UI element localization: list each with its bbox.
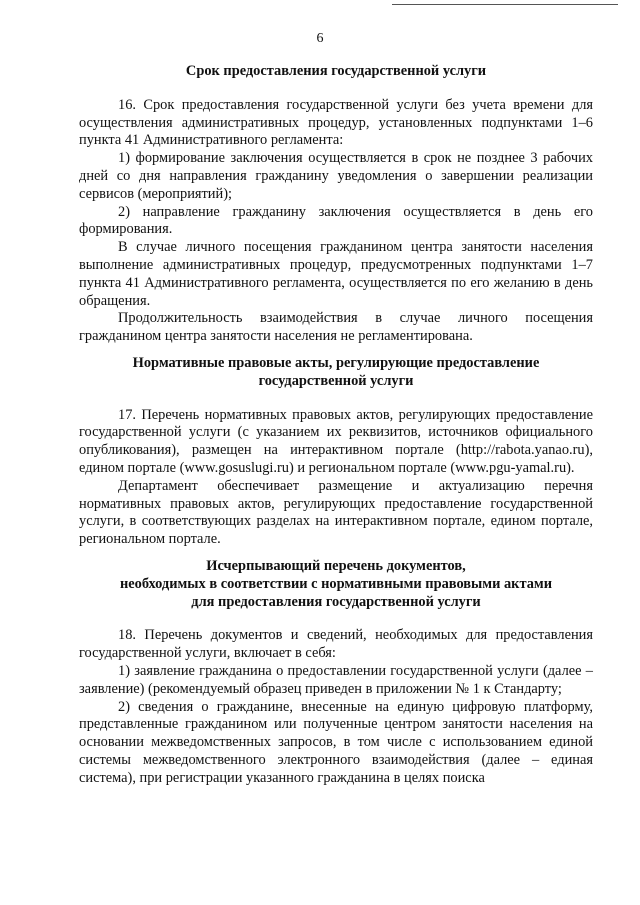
section-heading-legal-acts bbox=[79, 355, 593, 391]
section-heading-documents-line-3: для предоставления государственной услуги bbox=[191, 593, 481, 610]
paragraph-16-item-1: 1) формирование заключения осуществляется в срок не позднее 3 рабочих дней со дня направления гражданину уведомления о завершении реализации сервисов (мероприятий); bbox=[79, 150, 593, 202]
document-body bbox=[79, 63, 593, 787]
paragraph-18: 18. Перечень документов и сведений, необходимых для предоставления государственной услуги, включает в себя: bbox=[79, 627, 593, 662]
paragraph-personal-visit: В случае личного посещения гражданином центра занятости населения выполнение административных процедур, предусмотренных подпунктами 1–7 пункта 41 Административного регламента, осуществляется по его желанию в день обращения. bbox=[79, 239, 593, 309]
section-heading-documents bbox=[79, 558, 593, 611]
section-heading-legal-acts-line-2: государственной услуги bbox=[258, 372, 414, 389]
paragraph-duration: Продолжительность взаимодействия в случае личного посещения гражданином центра занятости населения не регламентирована. bbox=[79, 310, 593, 345]
page-number: 6 bbox=[316, 31, 324, 46]
paragraph-16: 16. Срок предоставления государственной услуги без учета времени для осуществления административных процедур, установленных подпунктами 1–6 пункта 41 Административного регламента: bbox=[79, 96, 593, 149]
paragraph-18-item-2: 2) сведения о гражданине, внесенные на единую цифровую платформу, представленные гражданином или полученные центром занятости населения на основании межведомственных запросов, в том числе с использованием единой системы межведомственного электронного взаимодействия (далее – единая система), при регистрации указанного гражданина в целях поиска bbox=[79, 698, 593, 786]
section-heading-term: Срок предоставления государственной услуги bbox=[185, 63, 487, 79]
section-heading-documents-line-1: Исчерпывающий перечень документов, bbox=[206, 557, 466, 574]
paragraph-17: 17. Перечень нормативных правовых актов, регулирующих предоставление государственной услуги (с указанием их реквизитов, источников официального опубликования), размещен на интерактивном портале (http://rabota.yanao.ru), едином портале (www.gosuslugi.ru) и региональном портале (www.pgu-yamal.ru). bbox=[79, 406, 593, 476]
paragraph-18-item-1: 1) заявление гражданина о предоставлении государственной услуги (далее – заявление) (рекомендуемый образец приведен в приложении № 1 к Стандарту; bbox=[79, 662, 593, 697]
section-heading-legal-acts-line-1: Нормативные правовые акты, регулирующие предоставление bbox=[132, 354, 540, 371]
paragraph-16-item-2: 2) направление гражданину заключения осуществляется в день его формирования. bbox=[79, 203, 593, 238]
section-heading-documents-line-2: необходимых в соответствии с нормативными правовыми актами bbox=[119, 575, 553, 592]
top-border-line bbox=[392, 4, 618, 5]
paragraph-department: Департамент обеспечивает размещение и актуализацию перечня нормативных правовых актов, регулирующих предоставление государственной услуги, в соответствующих разделах на интерактивном портале, едином портале, региональном портале. bbox=[79, 477, 593, 548]
